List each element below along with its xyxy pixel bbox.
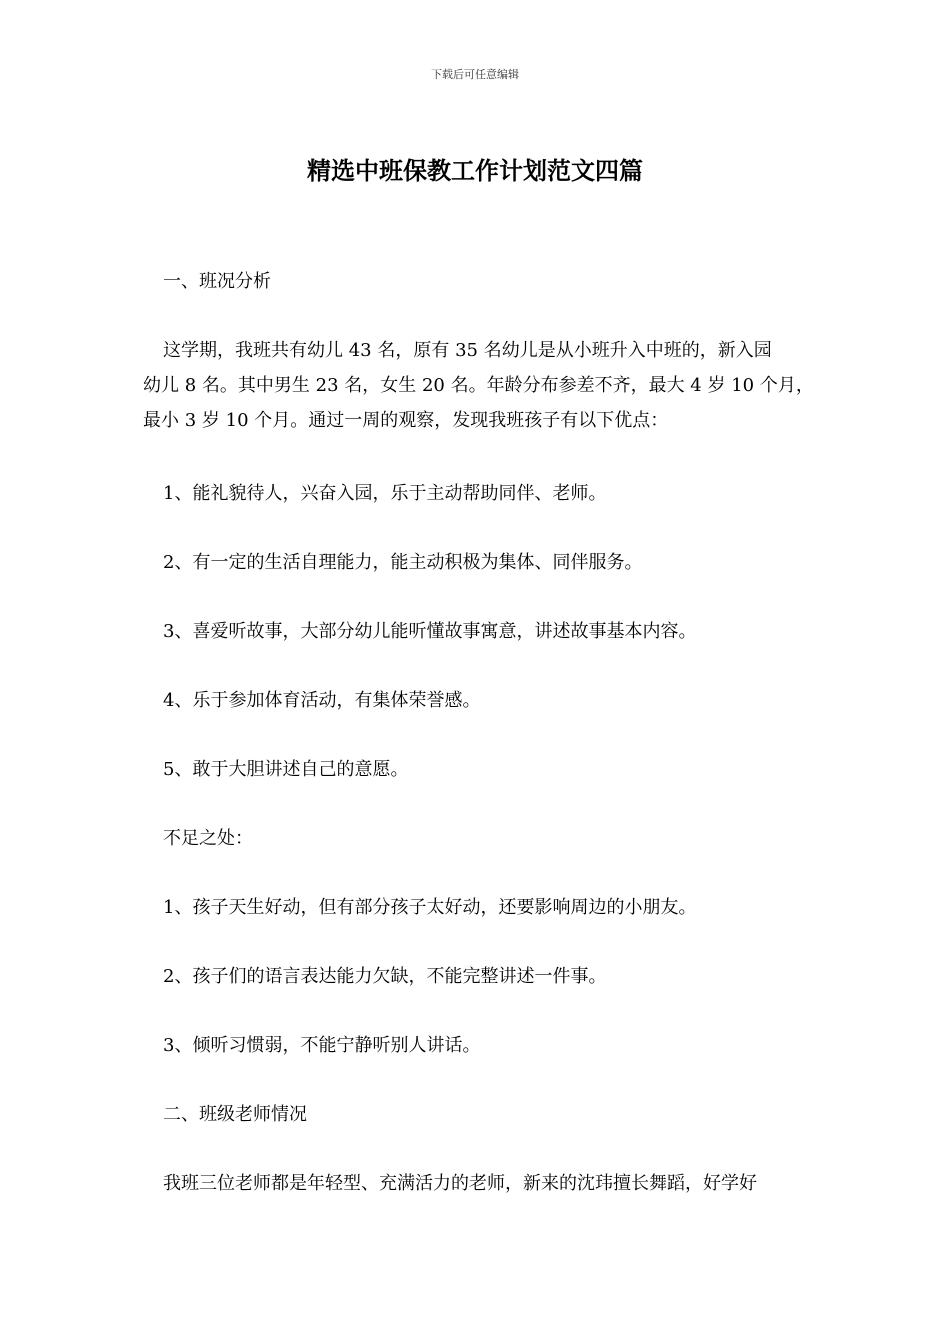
paragraph-line: 3、喜爱听故事，大部分幼儿能听懂故事寓意，讲述故事基本内容。 [163, 621, 697, 642]
paragraph-line: 最小 3 岁 10 个月。通过一周的观察，发现我班孩子有以下优点： [143, 410, 669, 431]
list-item-strength-4 [143, 683, 823, 718]
paragraph-line: 二、班级老师情况 [163, 1104, 307, 1125]
list-item-strength-3 [143, 614, 823, 649]
header-note: 下载后可任意编辑 [431, 68, 519, 81]
list-item-strength-1 [143, 476, 823, 511]
paragraph-line: 2、孩子们的语言表达能力欠缺，不能完整讲述一件事。 [163, 966, 607, 987]
paragraph-line: 我班三位老师都是年轻型、充满活力的老师，新来的沈玮擅长舞蹈，好学好 [163, 1173, 757, 1194]
paragraph-class-overview [143, 333, 823, 438]
list-item-shortcoming-3 [143, 1028, 823, 1063]
subheading-shortcomings [143, 821, 823, 856]
paragraph-line: 幼儿 8 名。其中男生 23 名，女生 20 名。年龄分布参差不齐，最大 4 岁 10 个月， [143, 375, 814, 396]
paragraph-line: 这学期，我班共有幼儿 43 名，原有 35 名幼儿是从小班升入中班的，新入园 [163, 340, 772, 361]
list-item-strength-5 [143, 752, 823, 787]
paragraph-line: 一、班况分析 [163, 271, 271, 292]
list-item-shortcoming-1 [143, 890, 823, 925]
paragraph-line: 3、倾听习惯弱，不能宁静听别人讲话。 [163, 1035, 481, 1056]
paragraph-line: 不足之处： [163, 828, 253, 849]
paragraph-line: 2、有一定的生活自理能力，能主动积极为集体、同伴服务。 [163, 552, 643, 573]
paragraph-line: 1、能礼貌待人，兴奋入园，乐于主动帮助同伴、老师。 [163, 483, 607, 504]
paragraph-line: 5、敢于大胆讲述自己的意愿。 [163, 759, 409, 780]
document-title: 精选中班保教工作计划范文四篇 [307, 156, 643, 185]
list-item-shortcoming-2 [143, 959, 823, 994]
paragraph-line: 4、乐于参加体育活动，有集体荣誉感。 [163, 690, 481, 711]
section-heading-teachers [143, 1097, 823, 1132]
paragraph-line: 1、孩子天生好动，但有部分孩子太好动，还要影响周边的小朋友。 [163, 897, 697, 918]
paragraph-teachers [143, 1166, 823, 1201]
list-item-strength-2 [143, 545, 823, 580]
section-heading-class-analysis [143, 264, 823, 299]
